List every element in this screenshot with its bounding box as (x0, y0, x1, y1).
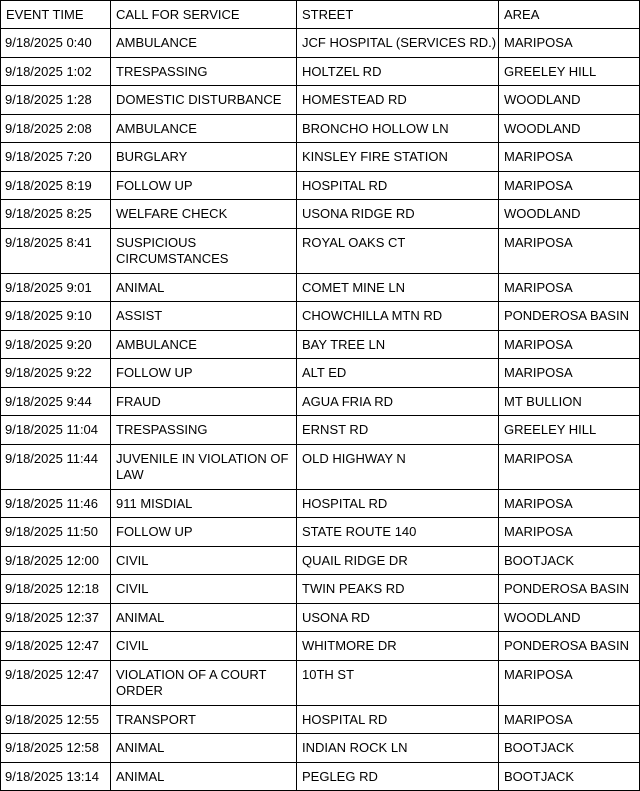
street-cell: STATE ROUTE 140 (297, 518, 499, 547)
call-for-service-cell: CIVIL (111, 546, 297, 575)
call-for-service-cell: VIOLATION OF A COURT ORDER (111, 660, 297, 705)
street-cell: HOLTZEL RD (297, 57, 499, 86)
area-cell: PONDEROSA BASIN (499, 302, 640, 331)
event-time-cell: 9/18/2025 9:01 (1, 273, 111, 302)
area-cell: MARIPOSA (499, 29, 640, 58)
event-time-cell: 9/18/2025 8:19 (1, 171, 111, 200)
event-time-cell: 9/18/2025 12:47 (1, 660, 111, 705)
area-cell: MARIPOSA (499, 489, 640, 518)
street-cell: KINSLEY FIRE STATION (297, 143, 499, 172)
call-for-service-cell: BURGLARY (111, 143, 297, 172)
event-time-cell: 9/18/2025 12:58 (1, 734, 111, 763)
table-row (1, 762, 640, 791)
area-cell: MARIPOSA (499, 228, 640, 273)
area-cell: BOOTJACK (499, 734, 640, 763)
street-cell: WHITMORE DR (297, 632, 499, 661)
area-cell: WOODLAND (499, 200, 640, 229)
table-row (1, 29, 640, 58)
street-cell: PEGLEG RD (297, 762, 499, 791)
street-cell: INDIAN ROCK LN (297, 734, 499, 763)
event-time-cell: 9/18/2025 13:14 (1, 762, 111, 791)
call-for-service-cell: FOLLOW UP (111, 359, 297, 388)
street-cell: AGUA FRIA RD (297, 387, 499, 416)
street-cell: HOSPITAL RD (297, 705, 499, 734)
area-cell: MT BULLION (499, 387, 640, 416)
event-time-cell: 9/18/2025 12:18 (1, 575, 111, 604)
area-cell: MARIPOSA (499, 359, 640, 388)
street-cell: HOSPITAL RD (297, 489, 499, 518)
call-for-service-cell: AMBULANCE (111, 114, 297, 143)
table-row (1, 387, 640, 416)
call-for-service-cell: ANIMAL (111, 734, 297, 763)
area-cell: MARIPOSA (499, 273, 640, 302)
street-cell: QUAIL RIDGE DR (297, 546, 499, 575)
area-cell: MARIPOSA (499, 330, 640, 359)
table-row (1, 143, 640, 172)
call-for-service-cell: DOMESTIC DISTURBANCE (111, 86, 297, 115)
event-time-cell: 9/18/2025 2:08 (1, 114, 111, 143)
event-time-cell: 9/18/2025 7:20 (1, 143, 111, 172)
event-time-cell: 9/18/2025 1:02 (1, 57, 111, 86)
table-row (1, 660, 640, 705)
event-time-cell: 9/18/2025 0:40 (1, 29, 111, 58)
area-cell: WOODLAND (499, 603, 640, 632)
table-row (1, 200, 640, 229)
area-cell: MARIPOSA (499, 705, 640, 734)
street-cell: ERNST RD (297, 416, 499, 445)
event-time-cell: 9/18/2025 9:22 (1, 359, 111, 388)
table-row (1, 114, 640, 143)
table-row (1, 489, 640, 518)
area-cell: WOODLAND (499, 86, 640, 115)
street-cell: USONA RIDGE RD (297, 200, 499, 229)
event-time-cell: 9/18/2025 12:00 (1, 546, 111, 575)
call-for-service-cell: TRESPASSING (111, 57, 297, 86)
event-time-cell: 9/18/2025 12:55 (1, 705, 111, 734)
call-for-service-cell: ASSIST (111, 302, 297, 331)
call-for-service-cell: ANIMAL (111, 273, 297, 302)
event-time-cell: 9/18/2025 11:04 (1, 416, 111, 445)
table-row (1, 416, 640, 445)
area-cell: MARIPOSA (499, 143, 640, 172)
call-for-service-cell: JUVENILE IN VIOLATION OF LAW (111, 444, 297, 489)
event-time-cell: 9/18/2025 1:28 (1, 86, 111, 115)
table-row (1, 228, 640, 273)
area-cell: MARIPOSA (499, 518, 640, 547)
header-call-for-service: CALL FOR SERVICE (111, 1, 297, 29)
street-cell: JCF HOSPITAL (SERVICES RD.) (297, 29, 499, 58)
call-for-service-cell: TRESPASSING (111, 416, 297, 445)
call-for-service-cell: AMBULANCE (111, 330, 297, 359)
street-cell: HOSPITAL RD (297, 171, 499, 200)
area-cell: PONDEROSA BASIN (499, 575, 640, 604)
area-cell: MARIPOSA (499, 660, 640, 705)
table-row (1, 302, 640, 331)
table-body (1, 29, 640, 791)
table-row (1, 705, 640, 734)
event-time-cell: 9/18/2025 9:10 (1, 302, 111, 331)
table-row (1, 359, 640, 388)
call-for-service-cell: FOLLOW UP (111, 171, 297, 200)
area-cell: BOOTJACK (499, 546, 640, 575)
area-cell: WOODLAND (499, 114, 640, 143)
call-for-service-cell: ANIMAL (111, 762, 297, 791)
event-time-cell: 9/18/2025 8:25 (1, 200, 111, 229)
area-cell: GREELEY HILL (499, 416, 640, 445)
call-for-service-cell: FOLLOW UP (111, 518, 297, 547)
call-for-service-cell: TRANSPORT (111, 705, 297, 734)
street-cell: USONA RD (297, 603, 499, 632)
area-cell: GREELEY HILL (499, 57, 640, 86)
table-row (1, 518, 640, 547)
event-time-cell: 9/18/2025 11:50 (1, 518, 111, 547)
area-cell: PONDEROSA BASIN (499, 632, 640, 661)
event-time-cell: 9/18/2025 12:47 (1, 632, 111, 661)
table-row (1, 575, 640, 604)
header-area: AREA (499, 1, 640, 29)
table-row (1, 734, 640, 763)
street-cell: CHOWCHILLA MTN RD (297, 302, 499, 331)
area-cell: MARIPOSA (499, 171, 640, 200)
call-for-service-cell: FRAUD (111, 387, 297, 416)
table-row (1, 444, 640, 489)
header-row (1, 1, 640, 29)
table-row (1, 273, 640, 302)
call-for-service-cell: SUSPICIOUS CIRCUMSTANCES (111, 228, 297, 273)
street-cell: OLD HIGHWAY N (297, 444, 499, 489)
event-time-cell: 9/18/2025 12:37 (1, 603, 111, 632)
event-time-cell: 9/18/2025 11:46 (1, 489, 111, 518)
table-row (1, 632, 640, 661)
table-row (1, 330, 640, 359)
header-street: STREET (297, 1, 499, 29)
event-time-cell: 9/18/2025 11:44 (1, 444, 111, 489)
street-cell: TWIN PEAKS RD (297, 575, 499, 604)
table-row (1, 603, 640, 632)
area-cell: MARIPOSA (499, 444, 640, 489)
call-for-service-cell: 911 MISDIAL (111, 489, 297, 518)
street-cell: HOMESTEAD RD (297, 86, 499, 115)
call-for-service-cell: CIVIL (111, 632, 297, 661)
street-cell: BRONCHO HOLLOW LN (297, 114, 499, 143)
area-cell: BOOTJACK (499, 762, 640, 791)
call-for-service-cell: WELFARE CHECK (111, 200, 297, 229)
table-header (1, 1, 640, 29)
street-cell: 10TH ST (297, 660, 499, 705)
event-time-cell: 9/18/2025 9:44 (1, 387, 111, 416)
table-row (1, 57, 640, 86)
table-row (1, 546, 640, 575)
street-cell: ROYAL OAKS CT (297, 228, 499, 273)
call-for-service-cell: CIVIL (111, 575, 297, 604)
event-time-cell: 9/18/2025 8:41 (1, 228, 111, 273)
header-event-time: EVENT TIME (1, 1, 111, 29)
street-cell: ALT ED (297, 359, 499, 388)
street-cell: BAY TREE LN (297, 330, 499, 359)
table-row (1, 86, 640, 115)
table-row (1, 171, 640, 200)
call-for-service-cell: AMBULANCE (111, 29, 297, 58)
street-cell: COMET MINE LN (297, 273, 499, 302)
event-time-cell: 9/18/2025 9:20 (1, 330, 111, 359)
call-for-service-cell: ANIMAL (111, 603, 297, 632)
